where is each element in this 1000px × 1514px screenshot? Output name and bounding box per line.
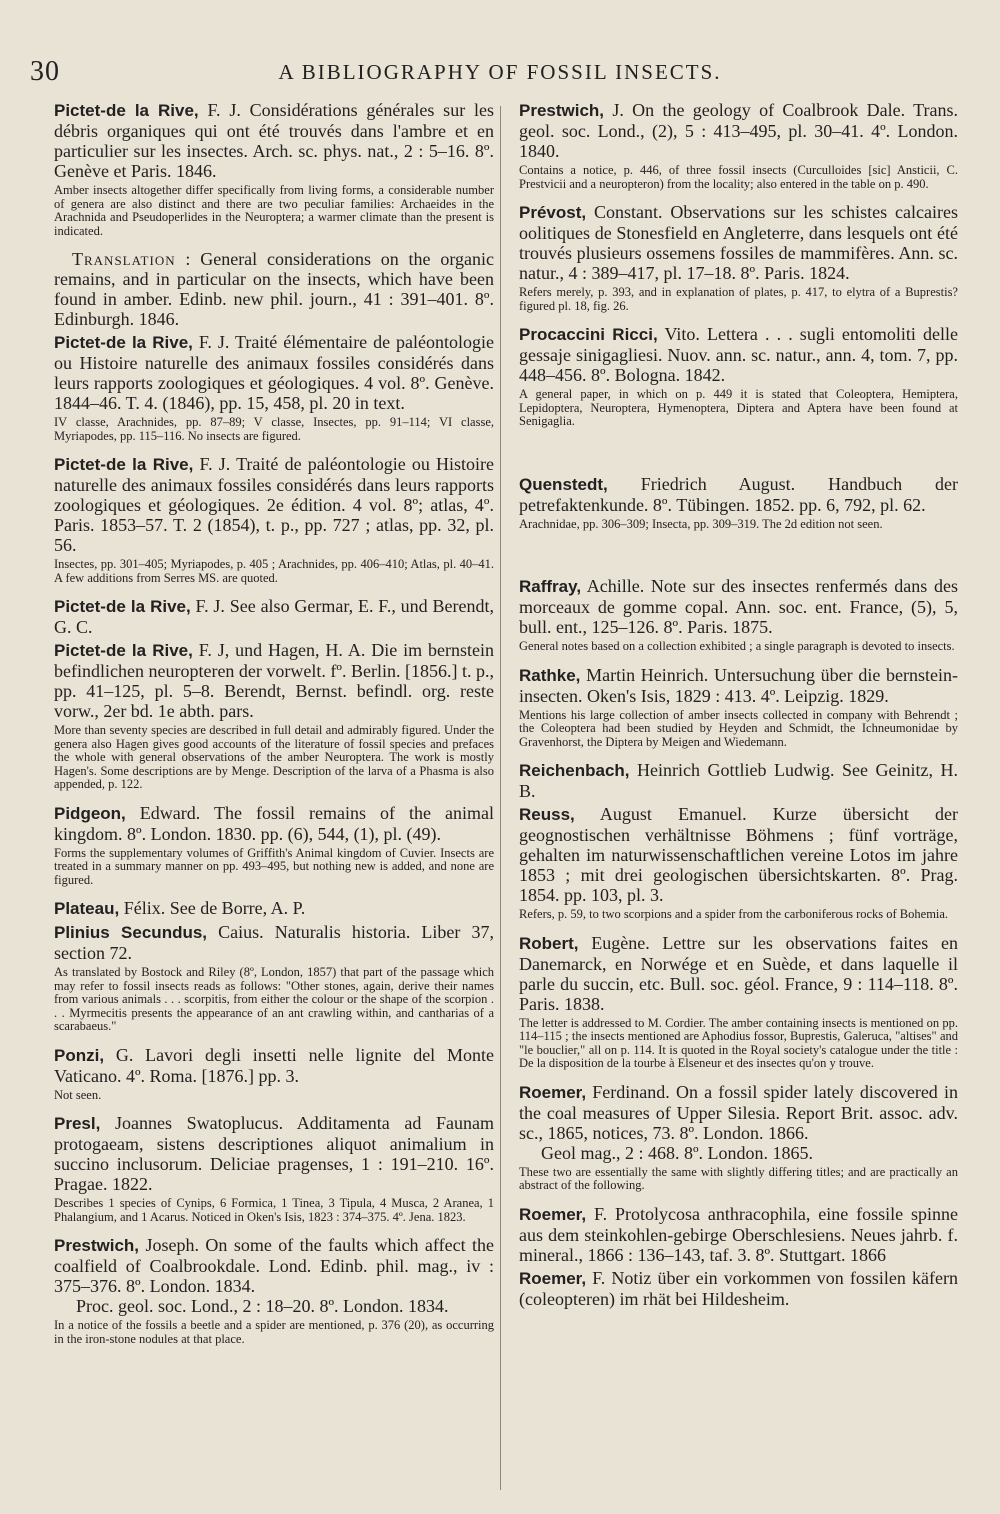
entry-text: Caius. Naturalis historia. Liber 37, section 72.	[54, 922, 494, 963]
entry-author: Roemer,	[519, 1204, 587, 1224]
entry-rathke	[519, 665, 958, 750]
entry-author: Ponzi,	[54, 1045, 105, 1065]
entry-prestwich-j	[519, 100, 958, 191]
entry-author: Pictet-de la Rive,	[54, 455, 194, 474]
left-column	[54, 100, 494, 1502]
entry-text: Vito. Lettera . . . sugli entomoliti delle gessaje sinigagliesi. Nuov. ann. sc. natur., ann. 4, tom. 7, pp. 448–456. 8º. Bologna. 1842.	[519, 324, 958, 385]
entry-citation	[54, 596, 494, 637]
entry-note: A general paper, in which on p. 449 it is stated that Coleoptera, Hemiptera, Lepidoptera, Neuroptera, Hymenoptera, Diptera and Aptera have been found at Senigaglia.	[519, 387, 958, 428]
entry-text: F. J. Considérations générales sur les débris organiques qui ont été trouvés dans l'ambre et en particulier sur les insectes. Arch. sc. phys. nat., 2 : 5–16. 8º. Genève et Paris. 1846.	[54, 100, 494, 181]
entry-reichenbach	[519, 760, 958, 801]
entry-roemer-notiz	[519, 1268, 958, 1309]
entry-extra-citation: Proc. geol. soc. Lond., 2 : 18–20. 8º. London. 1834.	[76, 1296, 449, 1316]
entry-citation	[54, 803, 494, 844]
entry-author: Robert,	[519, 933, 579, 953]
entry-text: F. Notiz über ein vorkommen von fossilen käfern (coleopteren) im rhät bei Hildesheim.	[519, 1267, 958, 1309]
entry-note: Mentions his large collection of amber insects collected in company with Behrendt ; the Coleoptera had been studied by Heyden and Schmidt, the Ichneumonidae by Gravenhorst, the Diptera by Meigen and Wiedemann.	[519, 707, 958, 749]
entry-citation	[54, 332, 494, 413]
entry-author: Rathke,	[519, 665, 581, 685]
entry-author: Roemer,	[519, 1268, 587, 1288]
entry-text: Martin Heinrich. Untersuchung über die bernstein-insecten. Oken's Isis, 1829 : 413. 4º. Leipzig. 1829.	[519, 664, 958, 706]
entry-author: Pictet-de la Rive,	[54, 333, 193, 352]
entry-prevost	[519, 202, 958, 313]
entry-text: Constant. Observations sur les schistes calcaires oolitiques de Stonesfield en Angleterre, dans lesquels ont été trouvés plusieurs ossemens fossiles de mammifères. Ann. sc. natur., 4 : 389–417, pl. 17–18. 8º. Paris. 1824.	[519, 202, 958, 283]
entry-note: Not seen.	[54, 1087, 102, 1102]
entry-citation	[519, 1204, 958, 1265]
entry-author: Presl,	[54, 1114, 101, 1133]
entry-text: F. J. Traité élémentaire de paléontologie ou Histoire naturelle des animaux fossiles considérés dans leurs rapports zoologiques et géologiques. 4 vol. 8º. Genève. 1844–46. T. 4. (1846), pp. 15, 458, pl. 20 in text.	[54, 332, 494, 413]
entry-plinius	[54, 922, 494, 1034]
entry-author: Roemer,	[519, 1082, 587, 1102]
entry-note: Forms the supplementary volumes of Griffith's Animal kingdom of Cuvier. Insects are treated in a summary manner on pp. 493–495, but nothing new is added, and none are figured.	[54, 845, 494, 887]
column-divider	[500, 106, 501, 1490]
entry-note: In a notice of the fossils a beetle and a spider are mentioned, p. 376 (20), as occurring in the iron-stone nodules at that place.	[54, 1318, 494, 1346]
entry-robert	[519, 933, 958, 1071]
running-title: A BIBLIOGRAPHY OF FOSSIL INSECTS.	[278, 60, 722, 84]
entry-pictet-1846-arch	[54, 100, 494, 238]
entry-text: August Emanuel. Kurze übersicht der geognostischen verhältnisse Böhmens ; fünf vorträge, gehalten im naturwissenschaftlichen vereine Lotos im jahre 1853 ; mit drei geologischen übersichtskarten. 8º. Prag. 1854. pp. 103, pl. 3.	[519, 804, 958, 905]
entry-text: Joseph. On some of the faults which affect the coalfield of Coalbrookdale. Lond. Edinb. phil. mag., iv : 375–376. 8º. London. 1834.	[54, 1235, 494, 1296]
entry-procaccini	[519, 324, 958, 429]
entry-citation	[54, 249, 494, 329]
entry-citation	[54, 922, 494, 963]
entry-citation	[54, 1045, 494, 1086]
entry-note: Insectes, pp. 301–405; Myriapodes, p. 405 ; Arachnides, pp. 406–410; Atlas, pl. 40–41. A few additions from Serres MS. are quoted.	[54, 557, 494, 585]
entry-pictet-see-also	[54, 596, 494, 637]
entry-text: G. Lavori degli insetti nelle lignite del Monte Vaticano. 4º. Roma. [1876.] pp. 3.	[54, 1044, 494, 1086]
entry-citation	[54, 1113, 494, 1194]
entry-author: Pictet-de la Rive,	[54, 597, 191, 616]
page-number: 30	[30, 56, 60, 87]
entry-author: Prestwich,	[519, 101, 605, 120]
entry-note: As translated by Bostock and Riley (8º, London, 1857) that part of the passage which may refer to fossil insects reads as follows: "Other stones, again, derive their names from various animals . . . scorpitis, from either the colour or the shape of the scorpion . . . Myrmecitis presents the appearance of an ant crawling within, and cantharias of a scarabaeus."	[54, 965, 494, 1033]
entry-pictet-traite-2e	[54, 454, 494, 585]
entry-note: These two are essentially the same with slightly differing titles; and are practically an abstract of the following.	[519, 1164, 958, 1192]
entry-text: Achille. Note sur des insectes renfermés dans des morceaux de gomme copal. Ann. soc. ent. France, (5), 5, bull. ent., 125–126. 8º. Paris. 1875.	[519, 576, 958, 637]
entry-text: : General considerations on the organic remains, and in particular on the insects, which have been found in amber. Edinb. new phil. journ., 41 : 391–401. 8º. Edinburgh. 1846.	[54, 249, 494, 329]
entry-ponzi	[54, 1045, 494, 1103]
entry-author: Reuss,	[519, 805, 575, 824]
entry-citation	[54, 640, 494, 721]
entry-note: Describes 1 species of Cynips, 6 Formica, 1 Tinea, 3 Tipula, 4 Musca, 2 Aranea, 1 Phalangium, and 1 Acarus. Noticed in Oken's Isis, 1823 : 374–375. 4º. Jena. 1823.	[54, 1196, 494, 1224]
entry-raffray	[519, 576, 958, 654]
entry-text: Félix. See de Borre, A. P.	[119, 898, 306, 918]
entry-roemer-ferdinand	[519, 1082, 958, 1193]
section-gap	[519, 440, 958, 474]
entry-note: Refers, p. 59, to two scorpions and a spider from the carboniferous rocks of Bohemia.	[519, 907, 949, 921]
entry-text: F. J. See also Germar, E. F., und Berendt, G. C.	[54, 596, 494, 637]
entry-citation	[519, 1268, 958, 1309]
entry-citation	[54, 454, 494, 555]
entry-text: Joannes Swatoplucus. Additamenta ad Faunam protogaeam, sistens descriptiones aliquot animalium in succino inclusorum. Deliciae pragenses, 1 : 191–210. 16º. Pragae. 1822.	[54, 1113, 494, 1194]
entry-quenstedt	[519, 474, 958, 532]
entry-citation	[519, 804, 958, 905]
entry-text: Eugène. Lettre sur les observations faites en Danemarck, en Norwége et en Suède, et dans laquelle il parle du succin, etc. Bull. soc. géol. France, 9 : 114–118. 8º. Paris. 1838.	[519, 932, 958, 1014]
entry-pidgeon	[54, 803, 494, 888]
entry-note: Arachnidae, pp. 306–309; Insecta, pp. 309–319. The 2d edition not seen.	[519, 516, 883, 531]
entry-author: Pictet-de la Rive,	[54, 641, 193, 660]
entry-author: Pictet-de la Rive,	[54, 101, 199, 120]
entry-note: More than seventy species are described in full detail and admirably figured. Under the genera also Hagen gives good accounts of the literature of fossil species and prefaces the whole with general observations of the amber Neuroptera. The work is mostly Hagen's. Some descriptions are by Menge. Description of the larva of a Phasma is also appended, p. 122.	[54, 723, 494, 791]
entry-pictet-traite-elementaire	[54, 332, 494, 443]
entry-text: Edward. The fossil remains of the animal kingdom. 8º. London. 1830. pp. (6), 544, (1), pl. (49).	[54, 802, 494, 844]
entry-plateau	[54, 898, 494, 919]
entry-translation	[54, 249, 494, 329]
entry-text: Heinrich Gottlieb Ludwig. See Geinitz, H. B.	[519, 760, 958, 801]
entry-note: Contains a notice, p. 446, of three fossil insects (Curculloides [sic] Ansticii, C. Prestvicii and a neuropteron) from the locality; also entered in the table on p. 490.	[519, 163, 958, 191]
entry-text: F. J. Traité de paléontologie ou Histoire naturelle des animaux fossiles considérés dans leurs rapports zoologiques et géologiques. 2e édition. 4 vol. 8º; atlas, 4º. Paris. 1853–57. T. 2 (1854), t. p., pp. 727 ; atlas, pp. 32, pl. 56.	[54, 454, 494, 555]
entry-author: Plateau,	[54, 899, 120, 918]
entry-author: Prestwich,	[54, 1236, 140, 1255]
entry-text: F. J, und Hagen, H. A. Die im bernstein befindlichen neuropteren der vorwelt. fº. Berlin. [1856.] t. p., pp. 41–125, pl. 5–8. Berendt, Bernst. befindl. org. reste vorw., 2er bd. 1e abth. pars.	[54, 640, 494, 721]
entry-note: Refers merely, p. 393, and in explanation of plates, p. 417, to elytra of a Buprestis? figured pl. 18, fig. 26.	[519, 285, 958, 313]
entry-note: General notes based on a collection exhibited ; a single paragraph is devoted to insects.	[519, 639, 955, 653]
entry-pictet-hagen	[54, 640, 494, 792]
entry-citation	[54, 898, 494, 919]
entry-citation	[519, 760, 958, 801]
entry-roemer-protolycosa	[519, 1204, 958, 1265]
entry-citation	[54, 100, 494, 181]
section-gap	[519, 542, 958, 576]
entry-author: Quenstedt,	[519, 474, 608, 494]
entry-text: Ferdinand. On a fossil spider lately discovered in the coal measures of Upper Silesia. Report Brit. assoc. adv. sc., 1865, notices, 73. 8º. London. 1866.	[519, 1081, 958, 1143]
entry-author: Pidgeon,	[54, 803, 126, 823]
entry-citation	[519, 1082, 958, 1143]
entry-author: Reichenbach,	[519, 761, 630, 780]
entry-note: IV classe, Arachnides, pp. 87–89; V classe, Insectes, pp. 91–114; VI classe, Myriapodes, pp. 115–116. No insects are figured.	[54, 415, 494, 443]
entry-author: Prévost,	[519, 203, 587, 222]
entry-citation	[519, 474, 958, 515]
entry-author: Plinius Secundus,	[54, 923, 208, 942]
entry-label: Translation	[72, 249, 176, 269]
entry-prestwich-joseph	[54, 1235, 494, 1346]
entry-citation	[519, 324, 958, 385]
right-column	[519, 100, 958, 1502]
entry-reuss	[519, 804, 958, 922]
entry-citation	[519, 100, 958, 161]
entry-note: Amber insects altogether differ specifically from living forms, a considerable number of genera are also distinct and there are two peculiar families: Archaeides in the Arachnida and Pseudoperlides in the Neuroptera; a warmer climate than the present is indicated.	[54, 183, 494, 238]
entry-text: J. On the geology of Coalbrook Dale. Trans. geol. soc. Lond., (2), 5 : 413–495, pl. 30–41. 4º. London. 1840.	[519, 100, 958, 161]
entry-citation	[519, 576, 958, 637]
entry-author: Procaccini Ricci,	[519, 325, 658, 344]
entry-citation	[54, 1235, 494, 1296]
entry-citation	[519, 933, 958, 1014]
entry-presl	[54, 1113, 494, 1224]
entry-note: The letter is addressed to M. Cordier. The amber containing insects is mentioned on pp. 114–115 ; the insects mentioned are Aphodius fossor, Buprestis, Galeruca, "altises" and "le bouclier," all on p. 114. It is quoted in the Royal society's catalogue under the title : De la disposition de la tourbe à Elseneur et des insectes qu'on y trouve.	[519, 1015, 958, 1070]
entry-citation	[519, 202, 958, 283]
entry-text: Friedrich August. Handbuch der petrefaktenkunde. 8º. Tübingen. 1852. pp. 6, 792, pl. 62.	[519, 473, 958, 515]
entry-citation	[519, 665, 958, 706]
entry-author: Raffray,	[519, 577, 582, 596]
entry-text: F. Protolycosa anthracophila, eine fossile spinne aus dem steinkohlen-gebirge Oberschlesiens. Neues jahrb. f. mineral., 1866 : 136–143, taf. 3. 8º. Stuttgart. 1866	[519, 1203, 958, 1265]
entry-extra-citation: Geol mag., 2 : 468. 8º. London. 1865.	[541, 1142, 814, 1163]
